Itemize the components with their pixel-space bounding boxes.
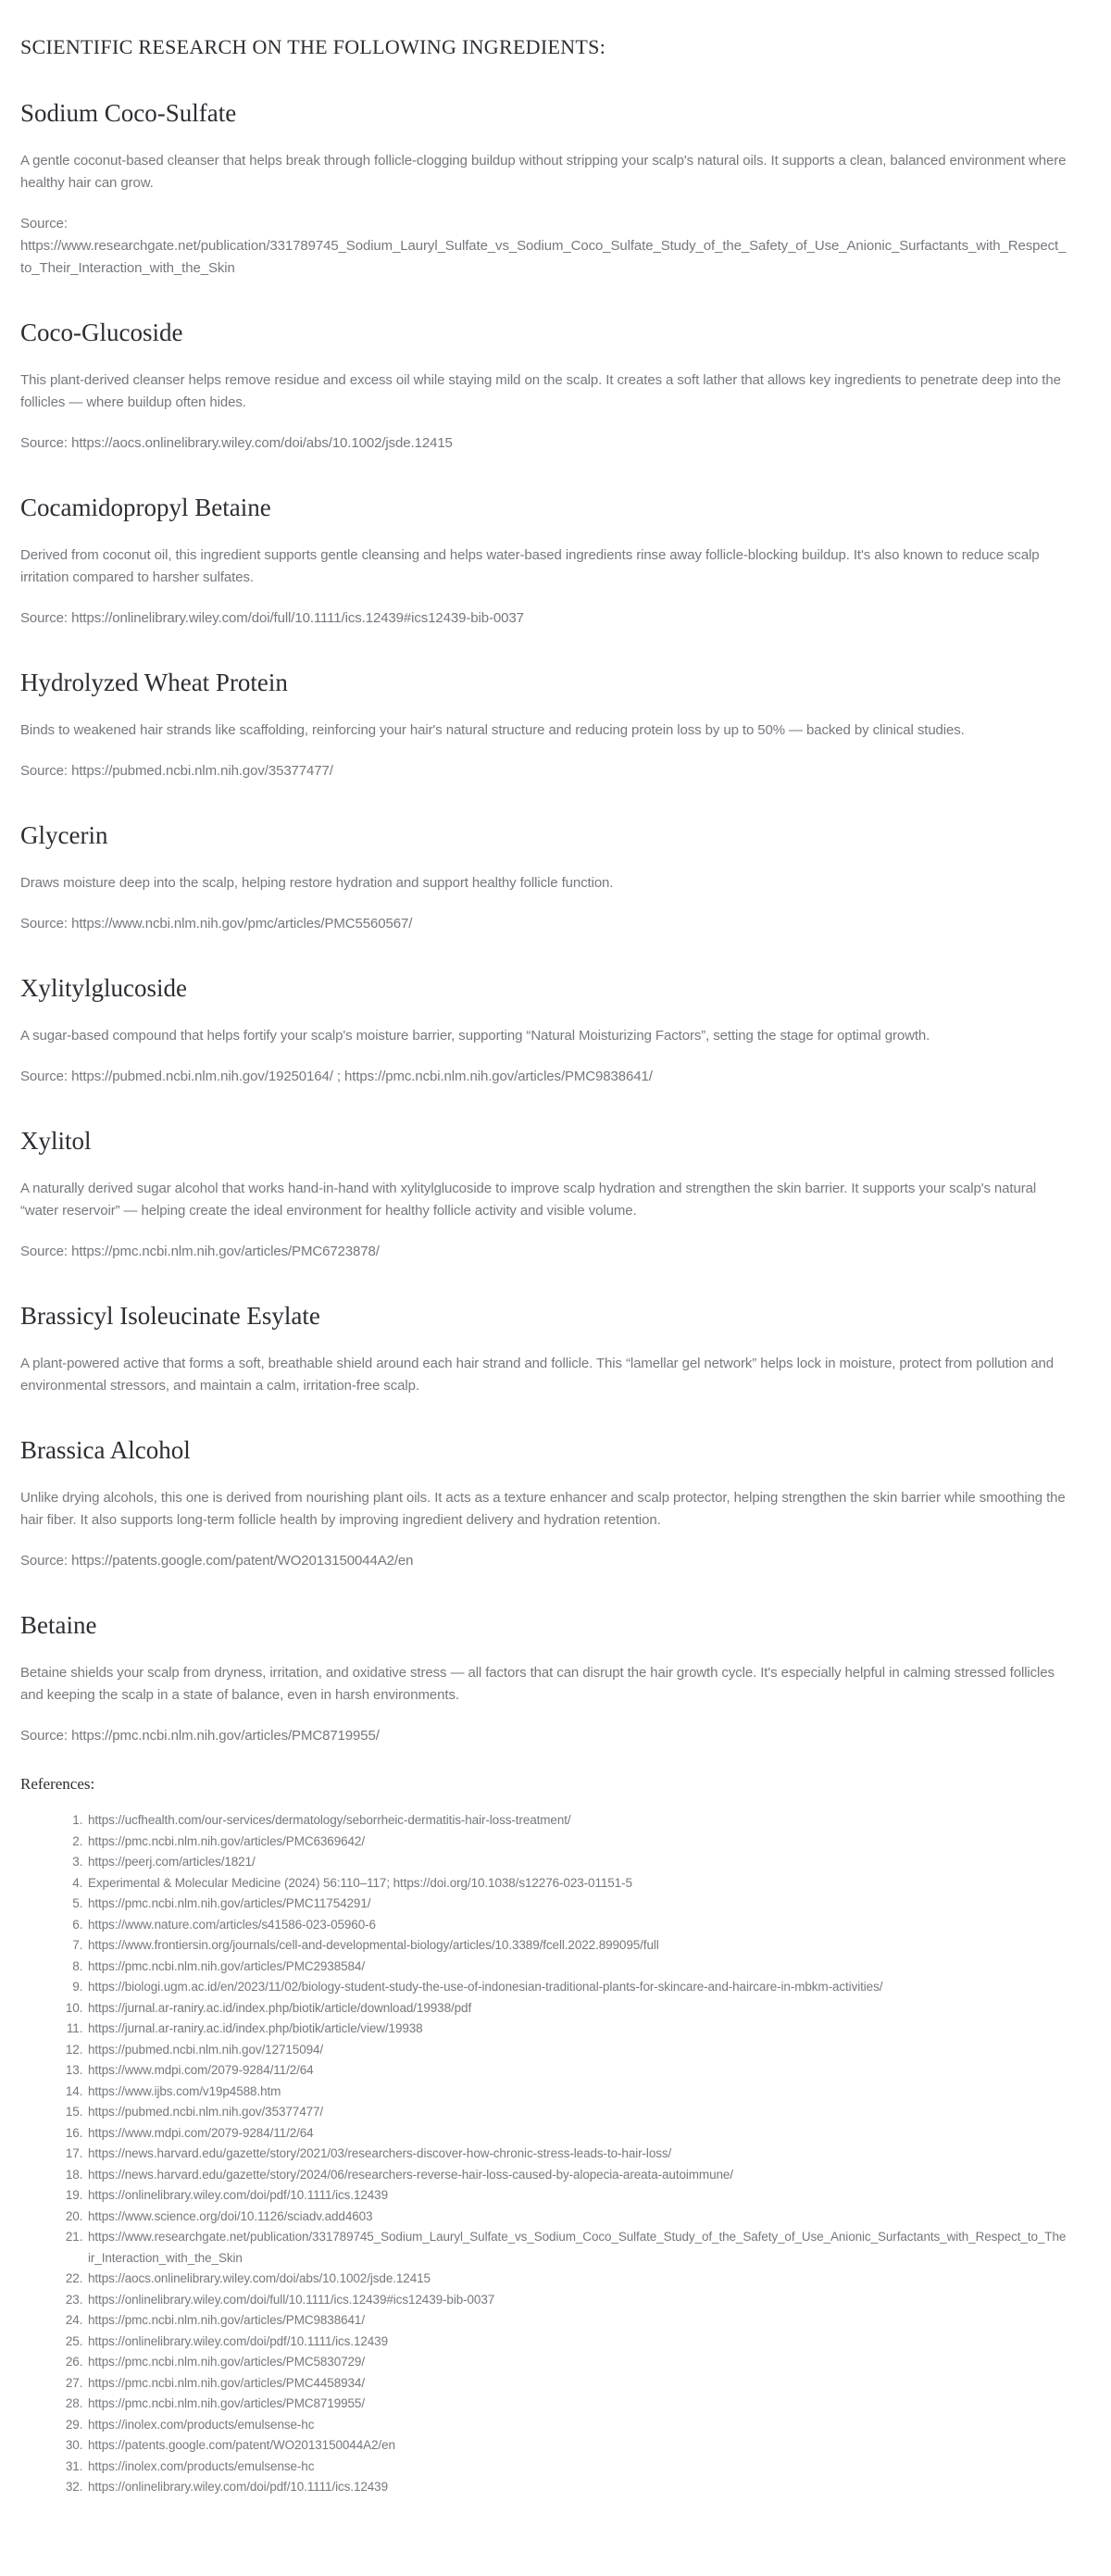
ingredient-section-betaine [20,1611,1068,1747]
ingredient-description: This plant-derived cleanser helps remove residue and excess oil while staying mild on the scalp. It creates a soft lather that allows key ingredients to penetrate deep into the follicles — where buildup often hides. [20,372,1061,410]
source-url: https://pmc.ncbi.nlm.nih.gov/articles/PMC8719955/ [71,1728,380,1744]
ingredient-section-coco-glucoside [20,319,1068,455]
ingredient-description: Derived from coconut oil, this ingredient supports gentle cleansing and helps water-based ingredients rinse away follicle-blocking buildup. It's also known to reduce scalp irritation compared to harsher sulfates. [20,547,1040,585]
source-label: Source: [20,763,68,779]
source-line [20,1550,1068,1572]
reference-item: 12. https://pubmed.ncbi.nlm.nih.gov/12715094/ [86,2040,1068,2061]
reference-item: 30. https://patents.google.com/patent/WO2013150044A2/en [86,2435,1068,2457]
reference-item: 21. https://www.researchgate.net/publication/331789745_Sodium_Lauryl_Sulfate_vs_Sodium_Coco_Sulfate_Study_of_the_Safety_of_Use_Anionic_Surfactants_with_Respect_to_Their_Interaction_with_the_Skin [86,2227,1068,2269]
ingredient-description: Betaine shields your scalp from dryness, irritation, and oxidative stress — all factors that can disrupt the hair growth cycle. It's especially helpful in calming stressed follicles and keeping the scalp in a state of balance, even in harsh environments. [20,1665,1055,1703]
reference-item: 22. https://aocs.onlinelibrary.wiley.com/doi/abs/10.1002/jsde.12415 [86,2269,1068,2290]
source-line [20,1725,1068,1747]
ingredient-description: A sugar-based compound that helps fortify your scalp's moisture barrier, supporting “Natural Moisturizing Factors”, setting the stage for optimal growth. [20,1028,930,1044]
source-line [20,607,1068,630]
ingredient-heading: Brassica Alcohol [20,1436,191,1464]
source-label: Source: [20,435,68,451]
ingredient-heading: Glycerin [20,821,108,849]
reference-item: 29. https://inolex.com/products/emulsense-hc [86,2415,1068,2436]
reference-item: 10. https://jurnal.ar-raniry.ac.id/index.php/biotik/article/download/19938/pdf [86,1998,1068,2020]
ingredient-heading: Xylitylglucoside [20,974,187,1002]
ingredient-description: Unlike drying alcohols, this one is derived from nourishing plant oils. It acts as a texture enhancer and scalp protector, helping strengthen the skin barrier while smoothing the hair fiber. It also supports long-term follicle health by improving ingredient delivery and hydration retention. [20,1490,1066,1528]
source-label: Source: [20,1069,68,1084]
source-line [20,1066,1068,1088]
reference-item: 13. https://www.mdpi.com/2079-9284/11/2/64 [86,2060,1068,2082]
ingredient-description: Binds to weakened hair strands like scaffolding, reinforcing your hair's natural structure and reducing protein loss by up to 50% — backed by clinical studies. [20,722,965,738]
reference-item: 9. https://biologi.ugm.ac.id/en/2023/11/02/biology-student-study-the-use-of-indonesian-traditional-plants-for-skincare-and-haircare-in-mbkm-activities/ [86,1977,1068,1998]
ingredient-section-cocamidopropyl-betaine [20,494,1068,630]
reference-item: 8. https://pmc.ncbi.nlm.nih.gov/articles/PMC2938584/ [86,1957,1068,1978]
source-line [20,760,1068,782]
reference-item: 24. https://pmc.ncbi.nlm.nih.gov/articles/PMC9838641/ [86,2310,1068,2332]
ingredient-description: A plant-powered active that forms a soft, breathable shield around each hair strand and follicle. This “lamellar gel network” helps lock in moisture, protect from pollution and environmental stressors, and maintain a calm, irritation-free scalp. [20,1356,1055,1394]
source-line [20,913,1068,935]
reference-item: 2. https://pmc.ncbi.nlm.nih.gov/articles/PMC6369642/ [86,1832,1068,1853]
source-url: https://www.ncbi.nlm.nih.gov/pmc/articles/PMC5560567/ [71,916,413,932]
reference-item: 25. https://onlinelibrary.wiley.com/doi/pdf/10.1111/ics.12439 [86,2332,1068,2353]
source-url: https://pubmed.ncbi.nlm.nih.gov/19250164/ ; https://pmc.ncbi.nlm.nih.gov/articles/PMC9838641/ [71,1069,653,1084]
ingredient-heading: Brassicyl Isoleucinate Esylate [20,1302,320,1330]
ingredient-section-brassica-alcohol [20,1436,1068,1572]
source-label: Source: [20,916,68,932]
source-url: https://patents.google.com/patent/WO2013150044A2/en [71,1553,414,1569]
ingredient-description: A naturally derived sugar alcohol that works hand-in-hand with xylitylglucoside to improve scalp hydration and strengthen the skin barrier. It supports your scalp's natural “water reservoir” — helping create the ideal environment for healthy follicle activity and visible volume. [20,1181,1037,1219]
ingredient-heading: Sodium Coco-Sulfate [20,99,237,127]
references-heading: References: [20,1775,95,1793]
ingredient-section-brassicyl-isoleucinate-esylate [20,1302,1068,1397]
source-url: https://aocs.onlinelibrary.wiley.com/doi/abs/10.1002/jsde.12415 [71,435,453,451]
reference-item: 14. https://www.ijbs.com/v19p4588.htm [86,2082,1068,2103]
reference-item: 26. https://pmc.ncbi.nlm.nih.gov/articles/PMC5830729/ [86,2352,1068,2373]
reference-item: 15. https://pubmed.ncbi.nlm.nih.gov/35377477/ [86,2102,1068,2123]
source-line [20,1241,1068,1263]
reference-item: 32. https://onlinelibrary.wiley.com/doi/pdf/10.1111/ics.12439 [86,2477,1068,2498]
reference-item: 18. https://news.harvard.edu/gazette/story/2024/06/researchers-reverse-hair-loss-caused-by-alopecia-areata-autoimmune/ [86,2165,1068,2186]
reference-item: 31. https://inolex.com/products/emulsense-hc [86,2457,1068,2478]
reference-item: 23. https://onlinelibrary.wiley.com/doi/full/10.1111/ics.12439#ics12439-bib-0037 [86,2290,1068,2311]
reference-item: 27. https://pmc.ncbi.nlm.nih.gov/articles/PMC4458934/ [86,2373,1068,2395]
ingredient-section-xylitol [20,1127,1068,1263]
ingredient-section-xylitylglucoside [20,974,1068,1088]
reference-item: 17. https://news.harvard.edu/gazette/story/2021/03/researchers-discover-how-chronic-stress-leads-to-hair-loss/ [86,2144,1068,2165]
ingredient-heading: Xylitol [20,1127,92,1155]
reference-item: 5. https://pmc.ncbi.nlm.nih.gov/articles/PMC11754291/ [86,1894,1068,1915]
source-url: https://pubmed.ncbi.nlm.nih.gov/35377477/ [71,763,333,779]
source-label: Source: [20,1553,68,1569]
source-label: Source: [20,1728,68,1744]
ingredient-heading: Cocamidopropyl Betaine [20,494,271,521]
ingredient-section-glycerin [20,821,1068,935]
reference-item: 28. https://pmc.ncbi.nlm.nih.gov/articles/PMC8719955/ [86,2394,1068,2415]
source-label: Source: [20,1244,68,1259]
source-url: https://pmc.ncbi.nlm.nih.gov/articles/PMC6723878/ [71,1244,380,1259]
reference-item: 16. https://www.mdpi.com/2079-9284/11/2/64 [86,2123,1068,2145]
references-list [20,1810,1068,2498]
reference-item: 20. https://www.science.org/doi/10.1126/sciadv.add4603 [86,2207,1068,2228]
ingredient-heading: Betaine [20,1611,97,1639]
source-url: https://www.researchgate.net/publication/331789745_Sodium_Lauryl_Sulfate_vs_Sodium_Coco_Sulfate_Study_of_the_Safety_of_Use_Anionic_Surfactants_with_Respect_to_Their_Interaction_with_the_Skin [20,238,1067,276]
ingredient-description: A gentle coconut-based cleanser that helps break through follicle-clogging buildup without stripping your scalp's natural oils. It supports a clean, balanced environment where healthy hair can grow. [20,153,1067,191]
ingredient-heading: Coco-Glucoside [20,319,183,346]
ingredient-section-hydrolyzed-wheat-protein [20,669,1068,782]
source-line [20,213,1068,280]
reference-item: 7. https://www.frontiersin.org/journals/cell-and-developmental-biology/articles/10.3389/fcell.2022.899095/full [86,1935,1068,1957]
ingredient-section-sodium-coco-sulfate [20,99,1068,280]
source-url: https://onlinelibrary.wiley.com/doi/full/10.1111/ics.12439#ics12439-bib-0037 [71,610,524,626]
page-title: SCIENTIFIC RESEARCH ON THE FOLLOWING INGREDIENTS: [20,35,606,58]
source-label: Source: [20,216,68,231]
source-label: Source: [20,610,68,626]
reference-item: 1. https://ucfhealth.com/our-services/dermatology/seborrheic-dermatitis-hair-loss-treatment/ [86,1810,1068,1832]
reference-item: 4. Experimental & Molecular Medicine (2024) 56:110–117; https://doi.org/10.1038/s12276-023-01151-5 [86,1873,1068,1894]
ingredient-heading: Hydrolyzed Wheat Protein [20,669,288,696]
reference-item: 6. https://www.nature.com/articles/s41586-023-05960-6 [86,1915,1068,1936]
ingredient-description: Draws moisture deep into the scalp, helping restore hydration and support healthy follicle function. [20,875,614,891]
reference-item: 19. https://onlinelibrary.wiley.com/doi/pdf/10.1111/ics.12439 [86,2185,1068,2207]
source-line [20,432,1068,455]
reference-item: 11. https://jurnal.ar-raniry.ac.id/index.php/biotik/article/view/19938 [86,2019,1068,2040]
reference-item: 3. https://peerj.com/articles/1821/ [86,1852,1068,1873]
